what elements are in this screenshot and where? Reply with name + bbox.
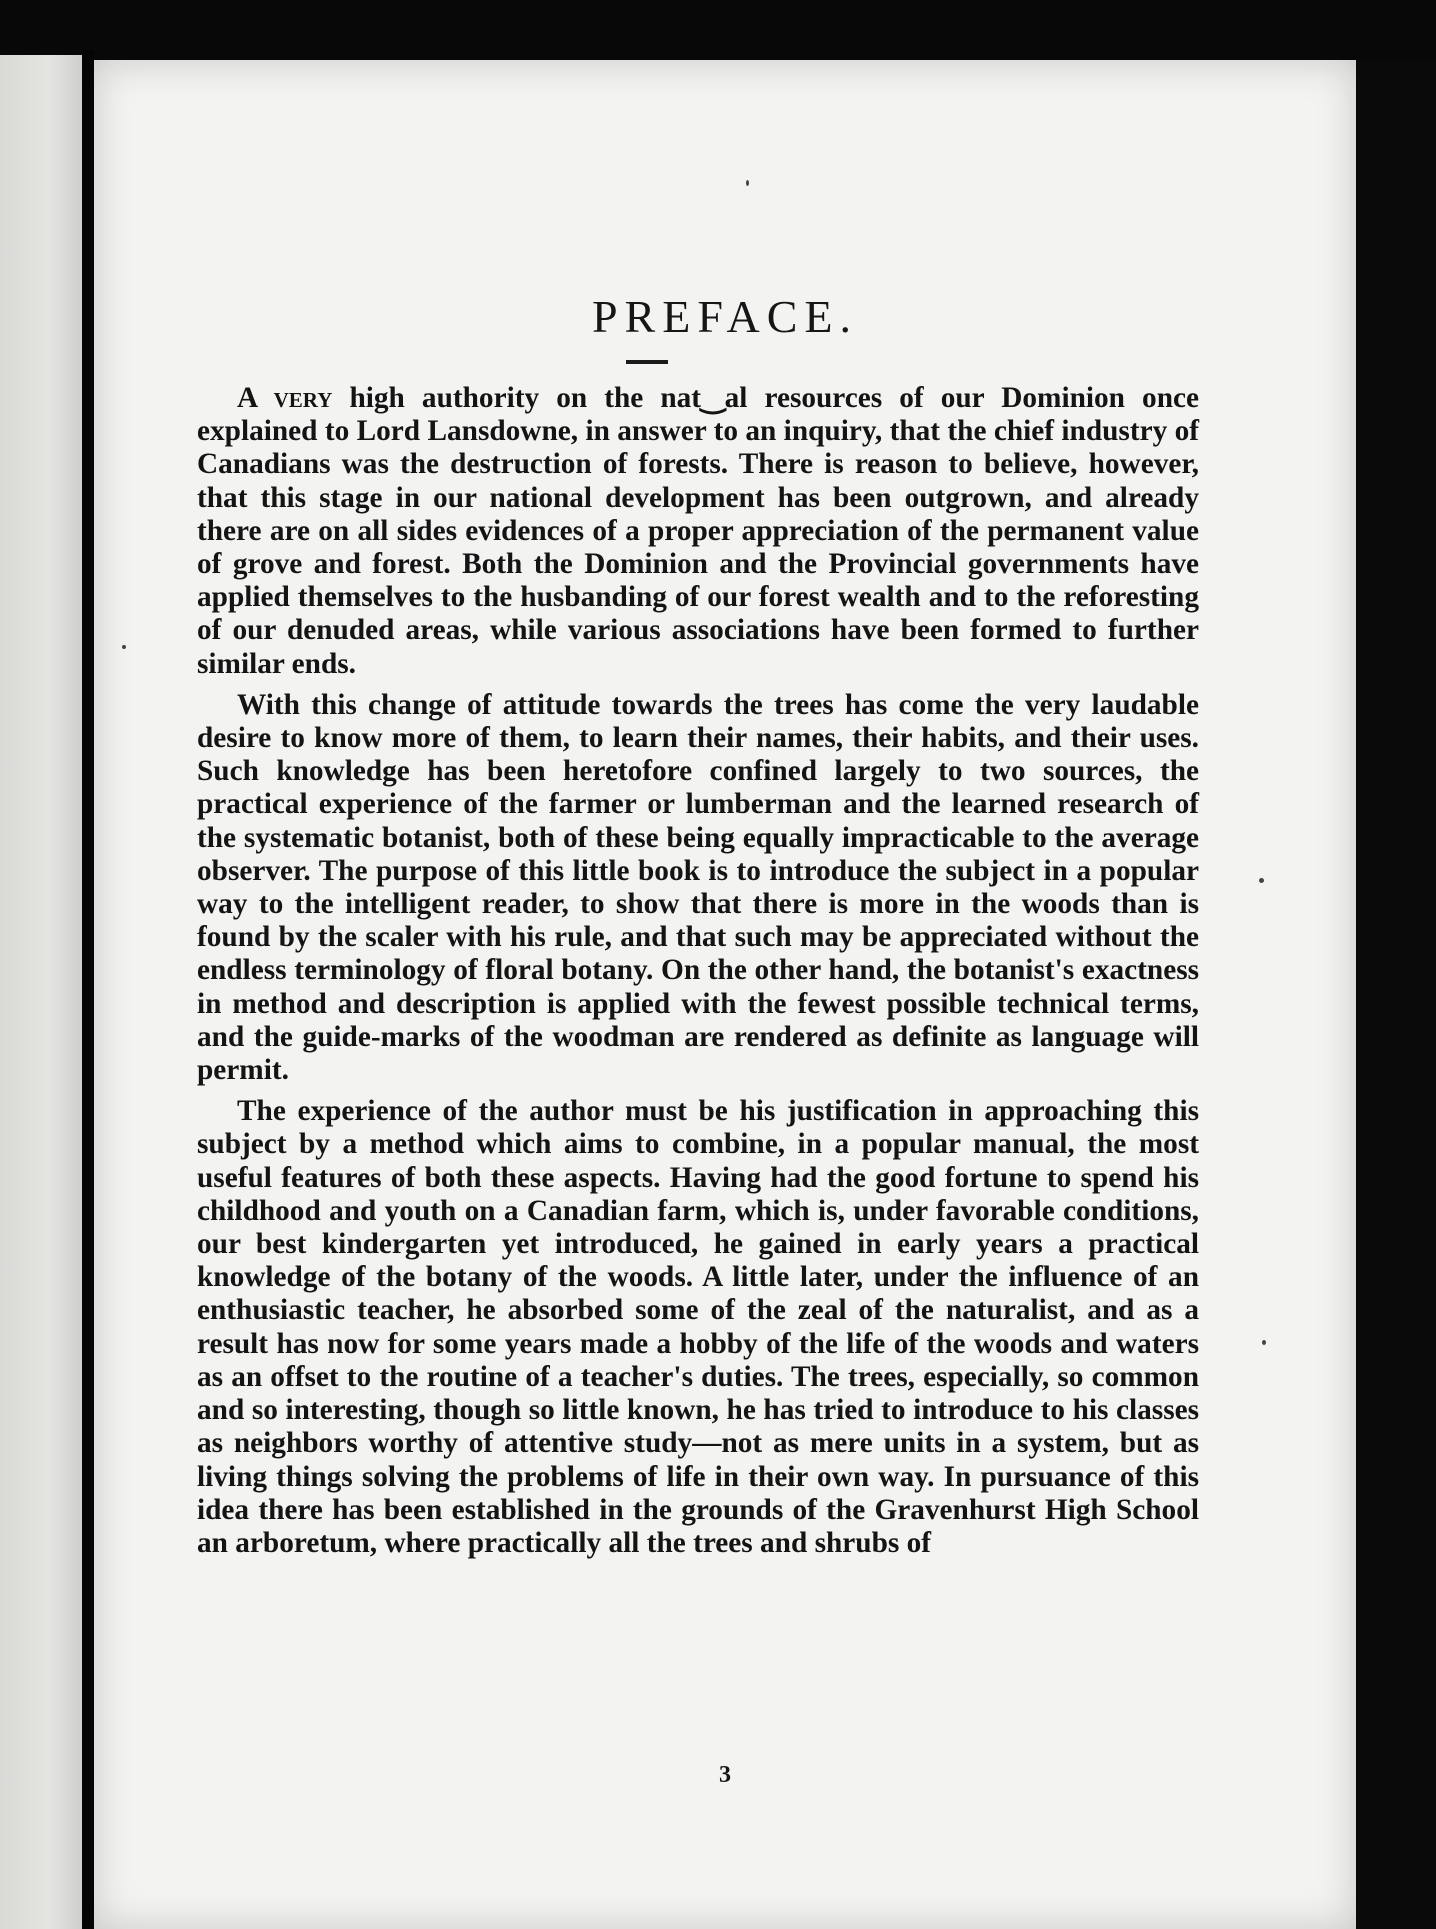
film-border-right xyxy=(1356,60,1436,1929)
paragraph-body: With this change of attitude towards the trees has come the very laudable desire to know more of them, to learn their names, their habits, and their uses. Such knowledge has been heretofore confined largely to two sources, the practical experience of the farmer or lumberman and the learned research of the systematic botanist, both of these being equally impracticable to the average observer. The purpose of this little book is to introduce the subject in a popular way to the intelligent reader, to show that there is more in the woods than is found by the scaler with his rule, and that such may be appreciated without the endless terminology of floral botany. On the other hand, the botanist's exactness in method and description is applied with the fewest possible technical terms, and the guide-marks of the woodman are rendered as definite as language will permit. xyxy=(197,688,1199,1087)
paragraph-1 xyxy=(197,382,1199,681)
book-gutter xyxy=(82,50,94,1929)
preface-text xyxy=(197,382,1199,1568)
scan-speck xyxy=(122,645,126,649)
facing-page-edge xyxy=(0,55,82,1929)
film-border-top xyxy=(0,0,1436,62)
page-title: PREFACE. xyxy=(591,291,859,342)
scan-speck xyxy=(746,180,749,186)
paragraph-body: The experience of the author must be his justification in approaching this subject by a method which aims to combine, in a popular manual, the most useful features of both these aspects. Having had the good fortune to spend his childhood and youth on a Canadian farm, which is, under favorable conditions, our best kindergarten yet introduced, he gained in early years a practical knowledge of the botany of the woods. A little later, under the influence of an enthusiastic teacher, he absorbed some of the zeal of the naturalist, and as a result has now for some years made a hobby of the life of the woods and waters as an offset to the routine of a teacher's duties. The trees, especially, so common and so interesting, though so little known, he has tried to introduce to his classes as neighbors worthy of attentive study—not as mere units in a system, but as living things solving the problems of life in their own way. In pursuance of this idea there has been established in the grounds of the Gravenhurst High School an arboretum, where practically all the trees and shrubs of xyxy=(197,1095,1199,1559)
paragraph-lead: A very xyxy=(237,382,333,414)
scan-speck xyxy=(1259,878,1264,883)
paragraph-3 xyxy=(197,1095,1199,1560)
title-rule xyxy=(626,360,668,364)
paragraph-2 xyxy=(197,689,1199,1087)
scan-speck xyxy=(1262,1340,1266,1345)
page-number: 3 xyxy=(719,1762,731,1788)
paragraph-body: high authority on the nat‿al resources of our Dominion once explained to Lord Lansdowne, in answer to an inquiry, that the chief industry of Canadians was the destruction of forests. There is reason to believe, however, that this stage in our national development has been outgrown, and already there are on all sides evidences of a proper appreciation of the permanent value of grove and forest. Both the Dominion and the Provincial governments have applied themselves to the husbanding of our forest wealth and to the reforesting of our denuded areas, while various associations have been formed to further similar ends. xyxy=(197,382,1199,680)
book-page xyxy=(94,60,1356,1929)
